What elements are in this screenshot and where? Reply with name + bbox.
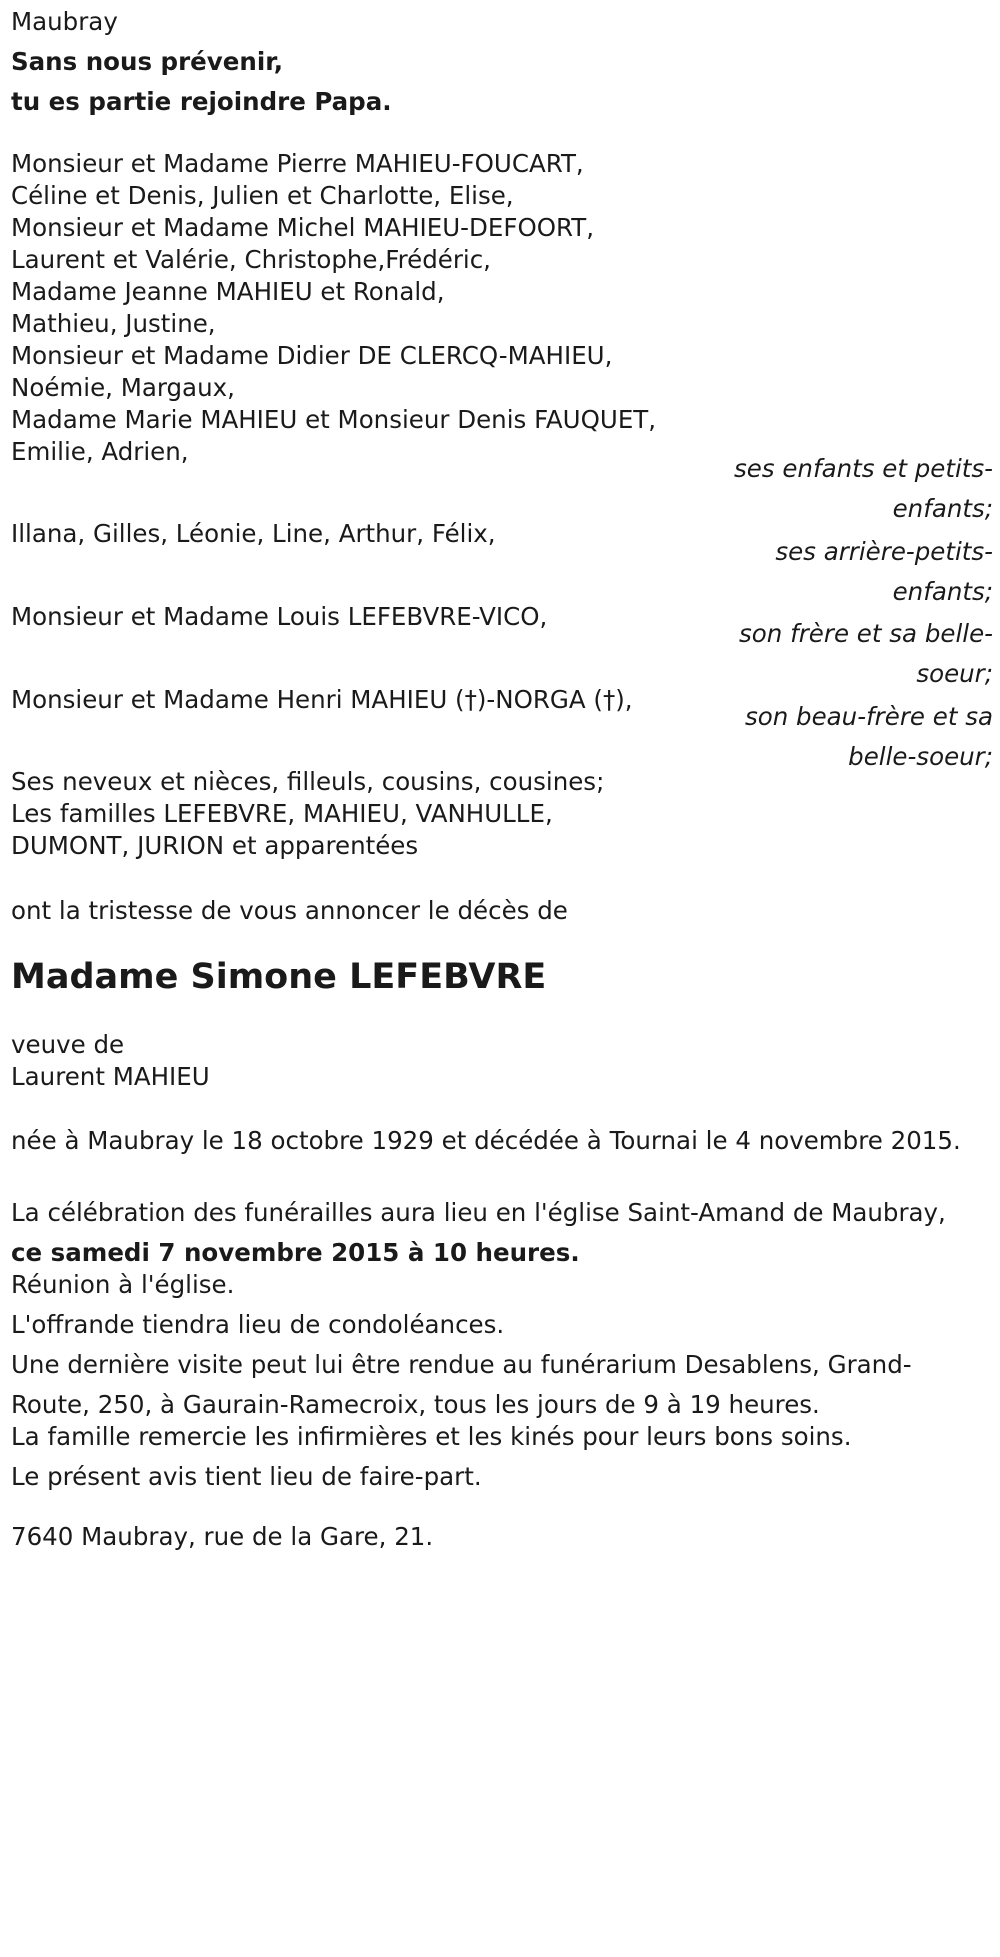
others-line: DUMONT, JURION et apparentées (11, 831, 419, 860)
offering-paragraph: L'offrande tiendra lieu de condoléances. (11, 1310, 505, 1339)
verse-line-2: tu es partie rejoindre Papa. (11, 87, 392, 116)
family-line: Madame Jeanne MAHIEU et Ronald, (11, 277, 445, 306)
others-line: Les familles LEFEBVRE, MAHIEU, VANHULLE, (11, 799, 553, 828)
meeting-paragraph: Réunion à l'église. (11, 1270, 235, 1299)
funeral-text: La célébration des funérailles aura lieu en l'église Saint-Amand de Maubray, (11, 1198, 946, 1227)
family-line: Céline et Denis, Julien et Charlotte, Elise, (11, 181, 514, 210)
announcement-intro: ont la tristesse de vous annoncer le décès de (11, 896, 568, 925)
family-line: Monsieur et Madame Michel MAHIEU-DEFOORT, (11, 213, 595, 242)
widow-of-label: veuve de (11, 1030, 125, 1059)
funeral-paragraph (11, 1193, 971, 1273)
brother-line: Monsieur et Madame Louis LEFEBVRE-VICO, (11, 602, 548, 631)
family-line: Madame Marie MAHIEU et Monsieur Denis FAUQUET, (11, 405, 657, 434)
family-line: Noémie, Margaux, (11, 373, 235, 402)
family-line: Emilie, Adrien, (11, 437, 189, 466)
family-line: Monsieur et Madame Pierre MAHIEU-FOUCART, (11, 149, 584, 178)
family-line: Laurent et Valérie, Christophe,Frédéric, (11, 245, 491, 274)
place-heading: Maubray (11, 7, 118, 36)
deceased-name: Madame Simone LEFEBVRE (11, 957, 547, 997)
family-line: Monsieur et Madame Didier DE CLERCQ-MAHIEU, (11, 341, 613, 370)
brother-in-law-relation-label: son beau-frère et sa belle-soeur; (744, 702, 993, 771)
great-grandchildren-line: Illana, Gilles, Léonie, Line, Arthur, Félix, (11, 519, 496, 548)
spouse-name: Laurent MAHIEU (11, 1062, 210, 1091)
funeral-datetime: ce samedi 7 novembre 2015 à 10 heures. (11, 1238, 580, 1267)
brother-relation-label: son frère et sa belle-soeur; (739, 619, 993, 688)
family-line: Mathieu, Justine, (11, 309, 216, 338)
birth-death-paragraph: née à Maubray le 18 octobre 1929 et décédée à Tournai le 4 novembre 2015. (11, 1126, 961, 1155)
others-line: Ses neveux et nièces, filleuls, cousins, cousines; (11, 767, 605, 796)
thanks-paragraph: La famille remercie les infirmières et les kinés pour leurs bons soins. (11, 1422, 852, 1451)
great-grandchildren-relation-label: ses arrière-petits-enfants; (775, 537, 993, 606)
children-relation-label: ses enfants et petits-enfants; (733, 454, 993, 523)
address-line: 7640 Maubray, rue de la Gare, 21. (11, 1522, 434, 1551)
verse-line-1: Sans nous prévenir, (11, 47, 284, 76)
notice-paragraph: Le présent avis tient lieu de faire-part. (11, 1462, 482, 1491)
visit-paragraph: Une dernière visite peut lui être rendue au funérarium Desablens, Grand-Route, 250, à Gaurain-Ramecroix, tous les jours de 9 à 19 heures. (11, 1350, 912, 1419)
brother-in-law-line: Monsieur et Madame Henri MAHIEU (†)-NORGA (†), (11, 685, 633, 714)
